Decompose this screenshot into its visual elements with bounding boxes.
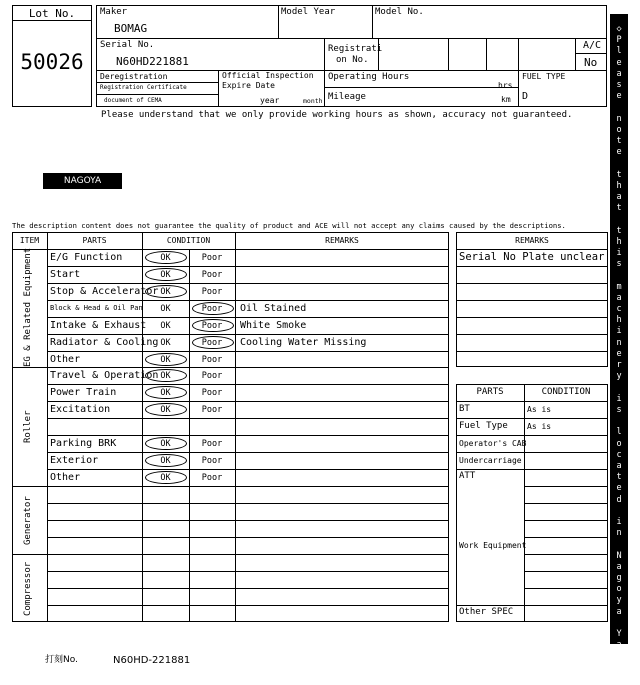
- row-part-label: Parking BRK: [50, 438, 117, 449]
- registration-certificate-label: Registration Certificate: [100, 84, 187, 91]
- ok-option: OK: [160, 304, 171, 314]
- fuel-type-value: D: [522, 91, 529, 102]
- group-eg-label: EG & Related Equipment: [23, 247, 33, 367]
- group-generator-label: Generator: [23, 496, 33, 545]
- att-label: ATT: [459, 471, 476, 481]
- fuel-type-row-label: Fuel Type: [459, 421, 508, 431]
- poor-option: Poor: [201, 439, 223, 449]
- footer-stamp-label: 打刻No.: [45, 655, 78, 665]
- poor-option: Poor: [201, 456, 223, 466]
- footer-stamp-value: N60HD-221881: [113, 655, 191, 666]
- other-spec-label: Other SPEC: [459, 607, 514, 617]
- ok-selected-circle: [145, 454, 187, 467]
- poor-option: Poor: [201, 304, 223, 314]
- ok-selected-circle: [145, 369, 187, 382]
- row-part-label: Stop & Accelerator: [50, 286, 159, 297]
- lot-no-label: Lot No.: [28, 7, 76, 20]
- poor-option: Poor: [201, 321, 223, 331]
- poor-option: Poor: [201, 388, 223, 398]
- ok-option: OK: [160, 355, 171, 365]
- deregistration-label: Deregistration: [100, 72, 168, 81]
- col-item-header: ITEM: [19, 236, 40, 245]
- ok-selected-circle: [145, 471, 187, 484]
- maker-label: Maker: [100, 7, 128, 17]
- row-part-label: Other: [50, 472, 81, 483]
- disclaimer-text: The description content does not guarantee the quality of product and ACE will not accept any claims caused by the descriptions.: [12, 221, 566, 230]
- poor-option: Poor: [201, 473, 223, 483]
- bt-value: As is: [527, 405, 552, 414]
- operating-hours-label: Operating Hours: [328, 72, 410, 82]
- registration-label-2: on No.: [336, 55, 369, 65]
- col-remarks-header: REMARKS: [325, 236, 359, 245]
- location-badge: NAGOYA: [43, 173, 122, 189]
- ok-selected-circle: [145, 437, 187, 450]
- row-part-label: Block & Head & Oil Pan: [50, 304, 143, 312]
- undercarriage-label: Undercarriage: [459, 456, 522, 465]
- poor-option: Poor: [201, 338, 223, 348]
- right-col-parts-header: PARTS: [476, 387, 504, 397]
- ok-selected-circle: [145, 386, 187, 399]
- registration-label: Registrati: [328, 44, 383, 54]
- poor-selected-circle: [192, 319, 234, 332]
- poor-selected-circle: [192, 302, 234, 315]
- ok-option: OK: [160, 405, 171, 415]
- ok-option: OK: [160, 371, 171, 381]
- ok-option: OK: [160, 456, 171, 466]
- ok-option: OK: [160, 439, 171, 449]
- hrs-label: hrs: [498, 81, 513, 90]
- ok-option: OK: [160, 388, 171, 398]
- ok-option: OK: [160, 473, 171, 483]
- month-label: month: [303, 97, 323, 105]
- bt-label: BT: [459, 404, 470, 414]
- poor-option: Poor: [201, 371, 223, 381]
- row-part-label: Exterior: [50, 455, 99, 466]
- row-remark: Oil Stained: [240, 303, 307, 314]
- row-remark: Cooling Water Missing: [240, 337, 367, 348]
- ok-option: OK: [160, 287, 171, 297]
- serial-no-value: N60HD221881: [116, 55, 189, 68]
- row-part-label: E/G Function: [50, 252, 123, 263]
- ok-selected-circle: [145, 251, 187, 264]
- ac-value: No: [584, 56, 598, 69]
- group-roller-label: Roller: [23, 410, 33, 444]
- ok-selected-circle: [145, 285, 187, 298]
- expire-date-label: Expire Date: [222, 81, 275, 90]
- mileage-label: Mileage: [328, 92, 366, 102]
- row-remark: White Smoke: [240, 320, 307, 331]
- year-label: year: [260, 96, 280, 105]
- row-part-label: Travel & Operation: [50, 370, 159, 381]
- model-year-label: Model Year: [281, 7, 336, 17]
- lot-no-value: 50026: [20, 50, 84, 74]
- row-part-label: Power Train: [50, 387, 117, 398]
- poor-selected-circle: [192, 336, 234, 349]
- row-part-label: Start: [50, 269, 81, 280]
- official-inspection-label: Official Inspection: [222, 71, 314, 80]
- fuel-type-row-value: As is: [527, 422, 552, 431]
- col-condition-header: CONDITION: [166, 236, 211, 245]
- ac-label: A/C: [583, 40, 602, 51]
- operators-cab-label: Operator's CAB: [459, 439, 527, 448]
- fuel-type-label: FUEL TYPE: [522, 72, 566, 81]
- right-col-condition-header: CONDITION: [541, 387, 591, 397]
- row-part-label: Excitation: [50, 404, 111, 415]
- row-part-label: Intake & Exhaust: [50, 320, 147, 331]
- row-part-label: Radiator & Cooling: [50, 337, 159, 348]
- working-hours-notice: Please understand that we only provide working hours as shown, accuracy not guaranteed.: [101, 110, 573, 120]
- ok-selected-circle: [145, 353, 187, 366]
- work-equipment-label: Work Equipment: [459, 541, 527, 550]
- group-compressor-label: Compressor: [23, 561, 33, 616]
- ok-option: OK: [160, 270, 171, 280]
- document-of-cema-label: document of CEMA: [104, 97, 162, 104]
- ok-option: OK: [160, 321, 171, 331]
- right-remarks-header: REMARKS: [515, 236, 549, 245]
- serial-no-label: Serial No.: [100, 40, 155, 50]
- ok-selected-circle: [145, 403, 187, 416]
- ok-option: OK: [160, 338, 171, 348]
- km-label: km: [501, 95, 511, 104]
- poor-option: Poor: [201, 270, 223, 280]
- poor-option: Poor: [201, 355, 223, 365]
- maker-value: BOMAG: [114, 22, 148, 35]
- row-part-label: Other: [50, 354, 81, 365]
- poor-option: Poor: [201, 287, 223, 297]
- model-no-label: Model No.: [375, 7, 424, 17]
- location-notice-sidebar: [610, 14, 628, 684]
- col-parts-header: PARTS: [82, 236, 107, 245]
- ok-option: OK: [160, 253, 171, 263]
- ok-selected-circle: [145, 268, 187, 281]
- sidebar-notice-text: ◇ P l e a s e n o t e t h a t t h i s m a c h i n e r y i s l o c a t e d i n N a g o y a Y a r d ◇: [616, 24, 622, 684]
- right-remarks-first-row: Serial No Plate unclear: [459, 251, 605, 263]
- poor-option: Poor: [201, 405, 223, 415]
- poor-option: Poor: [201, 253, 223, 263]
